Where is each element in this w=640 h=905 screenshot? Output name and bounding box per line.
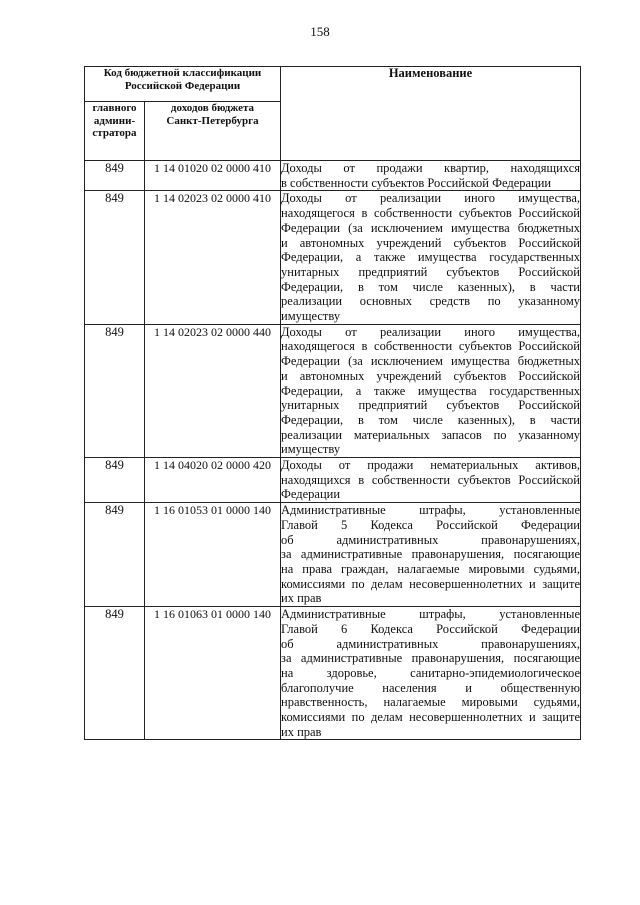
header-admin-column — [85, 102, 145, 161]
description-line: нравственность, налагаемые мировыми судьями, — [281, 695, 580, 710]
table-body — [85, 161, 581, 740]
description-line: имуществу — [281, 309, 341, 324]
page-number: 158 — [310, 24, 330, 39]
header-group-line: Российской Федерации — [124, 79, 241, 92]
header-admin-line: главного — [92, 102, 137, 114]
header-budget-code-group — [85, 67, 281, 102]
table-row — [85, 324, 581, 457]
description-line: Федерации, в том числе казенных), в части — [281, 279, 580, 294]
header-income-column — [145, 102, 281, 161]
admin-code-cell: 849 — [85, 503, 145, 607]
description-line: находящегося в собственности субъектов Российской — [281, 206, 580, 221]
header-admin-line: стратора — [92, 127, 137, 139]
description-line: на права граждан, налагаемые мировыми судьями, — [281, 561, 580, 576]
description-line: находящихся в собственности субъектов Российской — [281, 472, 580, 487]
description-line: находящегося в собственности субъектов Российской — [281, 339, 580, 354]
admin-code-cell: 849 — [85, 191, 145, 324]
budget-classification-table — [84, 66, 581, 740]
header-name-column: Наименование — [281, 67, 581, 161]
description-line: Федерации, а также имущества государственных — [281, 383, 580, 398]
income-code-cell: 1 14 02023 02 0000 440 — [145, 324, 281, 457]
description-line: реализации материальных запасов по указанному — [281, 427, 580, 442]
description-line: Федерации, в том числе казенных), в части — [281, 412, 580, 427]
description-line: Федерации (за исключением имущества бюджетных — [281, 354, 580, 369]
table-row — [85, 458, 581, 503]
description-line: и автономных учреждений субъектов Российской — [281, 235, 580, 250]
income-code-cell: 1 16 01063 01 0000 140 — [145, 607, 281, 740]
admin-code-cell: 849 — [85, 607, 145, 740]
description-line: на здоровье, санитарно-эпидемиологическое — [281, 665, 580, 680]
income-code-cell: 1 14 01020 02 0000 410 — [145, 161, 281, 191]
description-line: Федерации — [281, 487, 341, 502]
description-line: унитарных предприятий субъектов Российской — [281, 398, 580, 413]
table-row — [85, 607, 581, 740]
admin-code-cell: 849 — [85, 458, 145, 503]
description-line: за административные правонарушения, посягающие — [281, 651, 580, 666]
description-line: об административных правонарушениях, — [281, 636, 580, 651]
description-line: Доходы от продажи нематериальных активов, — [281, 458, 580, 473]
admin-code-cell: 849 — [85, 161, 145, 191]
description-line: Доходы от продажи квартир, находящихся — [281, 161, 580, 175]
income-code-cell: 1 14 04020 02 0000 420 — [145, 458, 281, 503]
description-line: Федерации (за исключением имущества бюджетных — [281, 220, 580, 235]
description-line: Доходы от реализации иного имущества, — [281, 191, 580, 206]
description-line: Главой 5 Кодекса Российской Федерации — [281, 517, 580, 532]
header-income-line: Санкт-Петербурга — [166, 114, 259, 127]
description-line: Административные штрафы, установленные — [281, 607, 580, 622]
description-line: их прав — [281, 724, 322, 739]
description-line: благополучие населения и общественную — [281, 680, 580, 695]
description-line: унитарных предприятий субъектов Российской — [281, 264, 580, 279]
description-line: об административных правонарушениях, — [281, 532, 580, 547]
table-header — [85, 67, 581, 161]
description-line: Доходы от реализации иного имущества, — [281, 324, 580, 339]
description-cell — [281, 458, 581, 503]
header-admin-line: админи- — [93, 114, 136, 127]
admin-code-cell: 849 — [85, 324, 145, 457]
description-cell — [281, 161, 581, 191]
description-line: Административные штрафы, установленные — [281, 503, 580, 518]
description-line: их прав — [281, 591, 322, 606]
description-cell — [281, 324, 581, 457]
description-line: Главой 6 Кодекса Российской Федерации — [281, 621, 580, 636]
description-line: имуществу — [281, 442, 341, 457]
description-line: в собственности субъектов Российской Федерации — [281, 175, 552, 190]
description-cell — [281, 191, 581, 324]
description-line: за административные правонарушения, посягающие — [281, 547, 580, 562]
description-line: комиссиями по делам несовершеннолетних и защите — [281, 710, 580, 725]
income-code-cell: 1 14 02023 02 0000 410 — [145, 191, 281, 324]
header-group-line: Код бюджетной классификации — [103, 67, 262, 79]
description-line: реализации основных средств по указанному — [281, 294, 580, 309]
header-income-line: доходов бюджета — [170, 102, 255, 114]
table-row — [85, 191, 581, 324]
table-row — [85, 503, 581, 607]
description-line: и автономных учреждений субъектов Российской — [281, 368, 580, 383]
table-row — [85, 161, 581, 191]
description-cell — [281, 607, 581, 740]
description-cell — [281, 503, 581, 607]
income-code-cell: 1 16 01053 01 0000 140 — [145, 503, 281, 607]
description-line: Федерации, а также имущества государственных — [281, 250, 580, 265]
description-line: комиссиями по делам несовершеннолетних и защите — [281, 576, 580, 591]
